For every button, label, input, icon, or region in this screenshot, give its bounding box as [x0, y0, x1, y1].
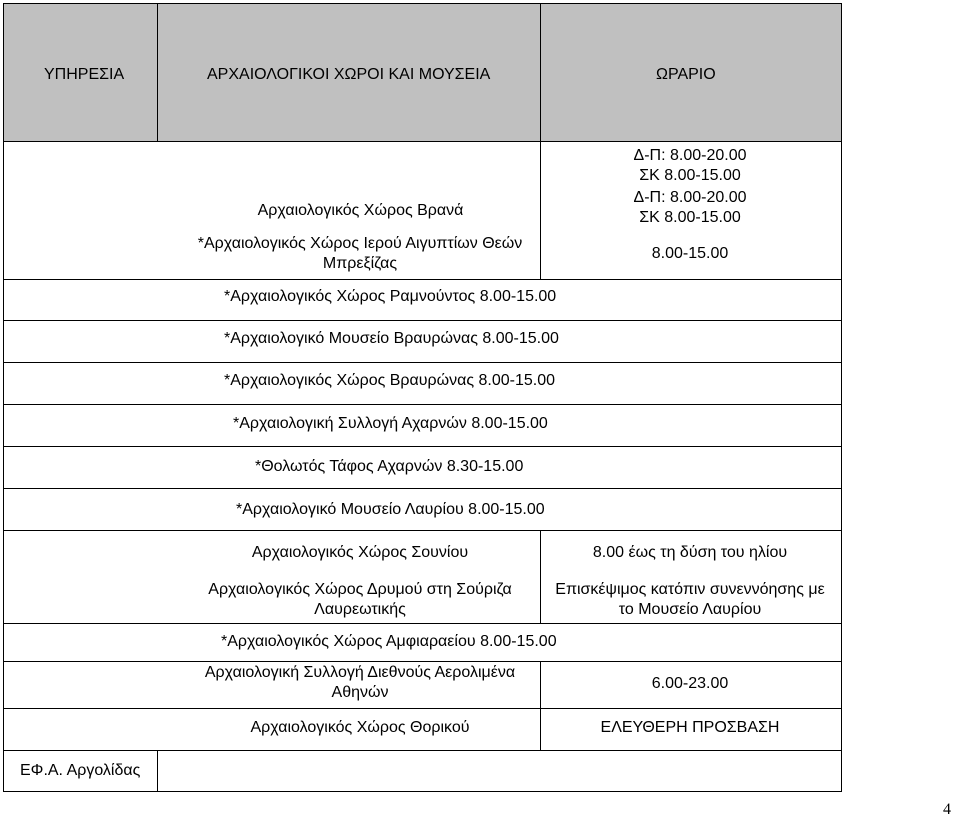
- site-name: *Αρχαιολογικός Χώρος Ιερού Αιγυπτίων Θεών: [197, 235, 523, 252]
- column-divider: [157, 4, 158, 141]
- hours: 6.00-23.00: [651, 675, 729, 692]
- site-name: Αρχαιολογικός Χώρος Δρυμού στη Σούριζα: [208, 581, 512, 598]
- table-body: [3, 141, 842, 751]
- site-row: *Θολωτός Τάφος Αχαρνών 8.30-15.00: [255, 458, 524, 475]
- site-row: *Αρχαιολογικός Χώρος Βραυρώνας 8.00-15.00: [224, 372, 556, 389]
- header-service: ΥΠΗΡΕΣΙΑ: [44, 66, 125, 83]
- site-row: *Αρχαιολογική Συλλογή Αχαρνών 8.00-15.00: [233, 415, 548, 432]
- row-divider: [4, 446, 841, 447]
- service-name: ΕΦ.Α. Αργολίδας: [20, 762, 141, 779]
- site-row: *Αρχαιολογικός Χώρος Αμφιαραείου 8.00-15.00: [221, 633, 557, 650]
- header-hours: ΩΡΑΡΙΟ: [656, 66, 716, 83]
- header-sites: ΑΡΧΑΙΟΛΟΓΙΚΟΙ ΧΩΡΟΙ ΚΑΙ ΜΟΥΣΕΙΑ: [207, 66, 491, 83]
- site-name: Αρχαιολογικός Χώρος Θορικού: [250, 719, 470, 736]
- row-divider: [4, 661, 841, 662]
- site-name: Μπρεξίζας: [322, 255, 398, 272]
- table-header: [3, 3, 842, 142]
- hours: Επισκέψιμος κατόπιν συνεννόησης με: [555, 581, 825, 598]
- row-divider: [4, 530, 841, 531]
- row-divider: [4, 708, 841, 709]
- row-divider: [4, 320, 841, 321]
- site-name: Αθηνών: [331, 684, 389, 701]
- hours: ΣΚ 8.00-15.00: [639, 209, 741, 226]
- site-name: Αρχαιολογικός Χώρος Σουνίου: [251, 544, 469, 561]
- row-divider: [4, 279, 841, 280]
- site-name: Αρχαιολογική Συλλογή Διεθνούς Αερολιμένα: [204, 664, 516, 681]
- hours: Δ-Π: 8.00-20.00: [633, 189, 747, 206]
- site-name: Αρχαιολογικός Χώρος Βρανά: [257, 202, 464, 219]
- row-divider: [4, 488, 841, 489]
- site-name: Λαυρεωτικής: [314, 601, 406, 618]
- service-row: [3, 750, 842, 792]
- hours: ΣΚ 8.00-15.00: [639, 167, 741, 184]
- site-row: *Αρχαιολογικό Μουσείο Λαυρίου 8.00-15.00: [236, 501, 545, 518]
- page-number: 4: [943, 801, 951, 818]
- row-divider: [4, 362, 841, 363]
- site-row: *Αρχαιολογικός Χώρος Ραμνούντος 8.00-15.00: [224, 288, 557, 305]
- hours: το Μουσείο Λαυρίου: [618, 601, 762, 618]
- column-divider: [157, 751, 158, 791]
- hours: Δ-Π: 8.00-20.00: [633, 147, 747, 164]
- row-divider: [4, 623, 841, 624]
- column-divider: [540, 4, 541, 141]
- hours: 8.00-15.00: [651, 245, 729, 262]
- site-row: *Αρχαιολογικό Μουσείο Βραυρώνας 8.00-15.00: [224, 330, 559, 347]
- hours: 8.00 έως τη δύση του ηλίου: [592, 544, 788, 561]
- hours: ΕΛΕΥΘΕΡΗ ΠΡΟΣΒΑΣΗ: [600, 719, 780, 736]
- row-divider: [4, 404, 841, 405]
